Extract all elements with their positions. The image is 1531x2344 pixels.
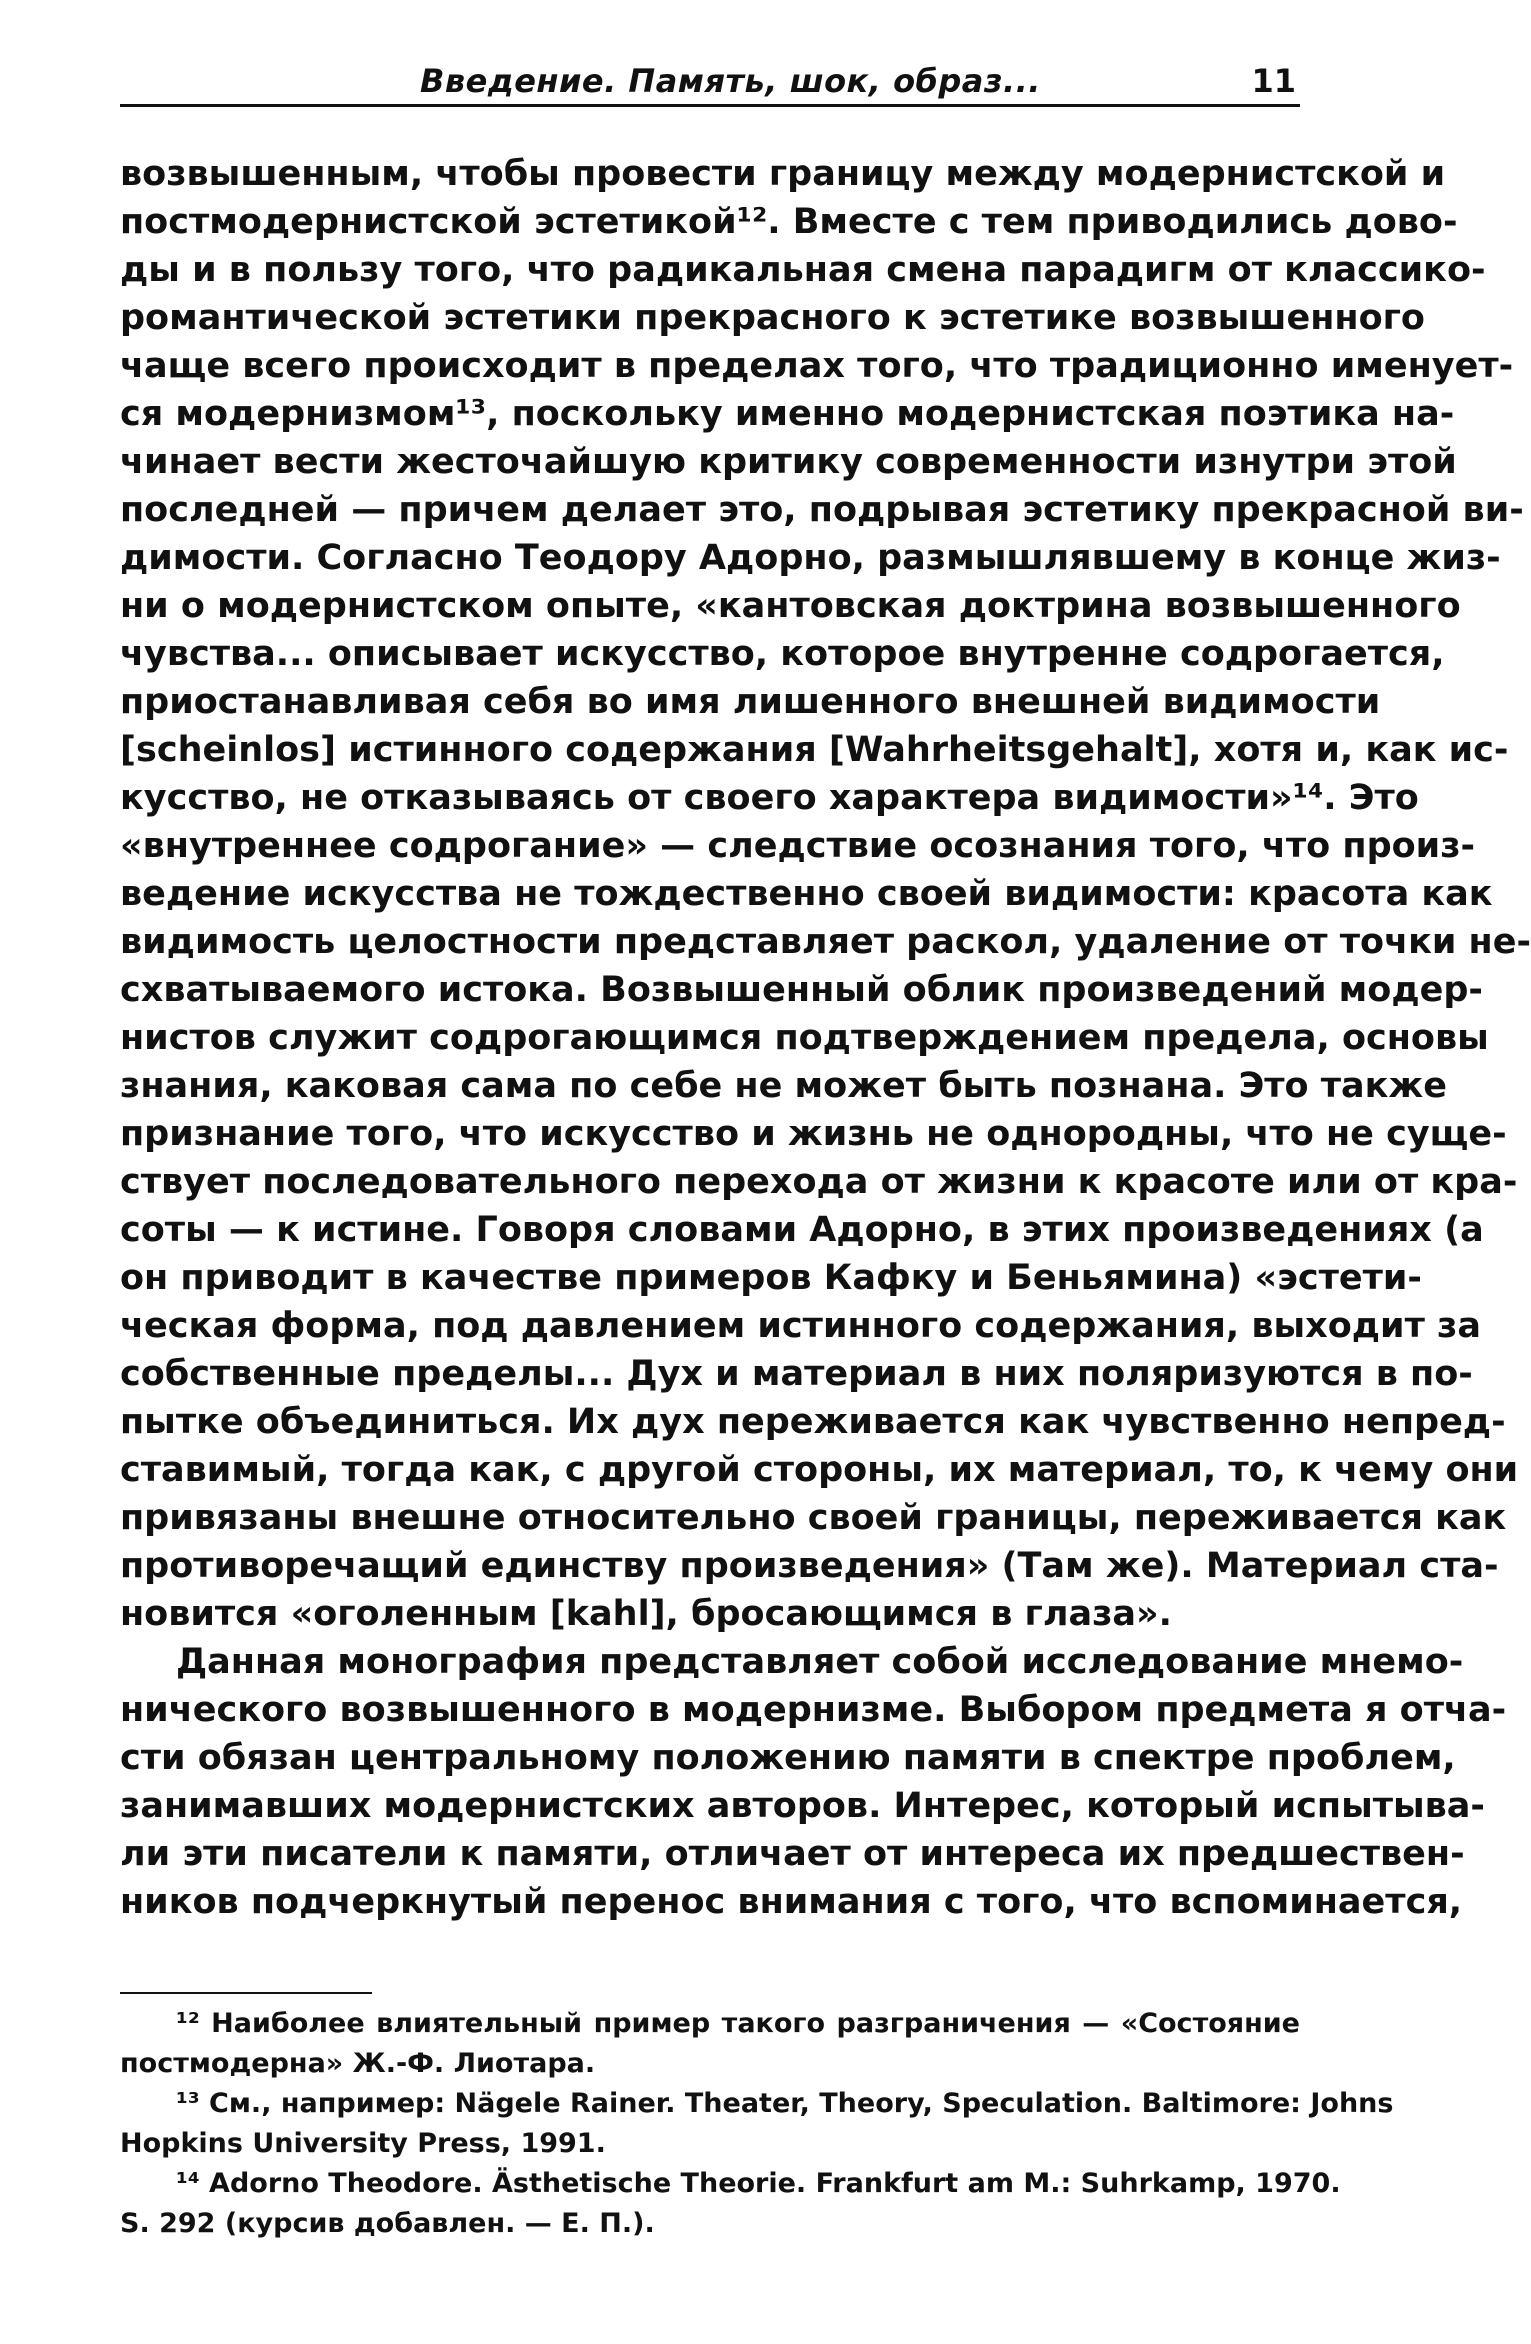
text-line: ведение искусства не тождественно своей видимости: красота как [120,874,1493,914]
text-line: схватываемого истока. Возвышенный облик произведений модер- [120,970,1483,1010]
text-line: нистов служит содрогающимся подтверждением предела, основы [120,1018,1489,1058]
footnote-line: ¹⁴ Adorno Theodore. Ästhetische Theorie. Frankfurt am M.: Suhrkamp, 1970. [176,2168,1341,2199]
text-line: нического возвышенного в модернизме. Выбором предмета я отча- [120,1690,1507,1730]
text-line: занимавших модернистских авторов. Интерес, который испытыва- [120,1786,1485,1826]
text-line: приостанавливая себя во имя лишенного внешней видимости [120,682,1381,722]
running-title: Введение. Память, шок, образ... [420,62,1041,100]
text-line: ся модернизмом¹³, поскольку именно модернистская поэтика на- [120,394,1455,434]
footnotes [120,2004,1394,2244]
footnote-line: Hopkins University Press, 1991. [120,2128,606,2159]
footnote-line: ¹² Наиболее влиятельный пример такого разграничения — «Состояние [176,2008,1300,2039]
text-line: [scheinlos] истинного содержания [Wahrheitsgehalt], хотя и, как ис- [120,730,1509,770]
text-line: возвышенным, чтобы провести границу между модернистской и [120,154,1446,194]
text-line: признание того, что искусство и жизнь не однородны, что не суще- [120,1114,1507,1154]
text-line: последней — причем делает это, подрывая эстетику прекрасной ви- [120,490,1524,530]
text-line: ников подчеркнутый перенос внимания с того, что вспоминается, [120,1882,1463,1922]
main-text [120,150,1531,1926]
footnote-line: постмодерна» Ж.-Ф. Лиотара. [120,2048,596,2079]
footnote-divider [120,1992,372,1994]
text-line: ствует последовательного перехода от жизни к красоте или от кра- [120,1162,1518,1202]
text-line: ставимый, тогда как, с другой стороны, их материал, то, к чему они [120,1450,1519,1490]
footnote-line: ¹³ См., например: Nägele Rainer. Theater, Theory, Speculation. Baltimore: Johns [176,2088,1394,2119]
text-line: соты — к истине. Говоря словами Адорно, в этих произведениях (а [120,1210,1484,1250]
text-line: кусство, не отказываясь от своего характера видимости»¹⁴. Это [120,778,1419,818]
text-line: сти обязан центральному положению памяти в спектре проблем, [120,1738,1456,1778]
text-line: пытке объединиться. Их дух переживается как чувственно непред- [120,1402,1506,1442]
text-line: знания, каковая сама по себе не может быть познана. Это также [120,1066,1447,1106]
running-header [120,56,1300,107]
text-line: ды и в пользу того, что радикальная смена парадигм от классико- [120,250,1486,290]
text-line: новится «оголенным [kahl], бросающимся в глаза». [120,1594,1172,1634]
footnote-line: S. 292 (курсив добавлен. — Е. П.). [120,2208,655,2239]
text-line: ли эти писатели к памяти, отличает от интереса их предшествен- [120,1834,1465,1874]
text-line: ческая форма, под давлением истинного содержания, выходит за [120,1306,1482,1346]
text-line: романтической эстетики прекрасного к эстетике возвышенного [120,298,1425,338]
text-line: чувства... описывает искусство, которое внутренне содрогается, [120,634,1445,674]
text-line: димости. Согласно Теодору Адорно, размышлявшему в конце жиз- [120,538,1501,578]
text-line: привязаны внешне относительно своей границы, переживается как [120,1498,1507,1538]
text-line: Данная монография представляет собой исследование мнемо- [176,1642,1464,1682]
text-line: собственные пределы... Дух и материал в них поляризуются в по- [120,1354,1473,1394]
page-number: 11 [1251,62,1296,100]
text-line: чинает вести жесточайшую критику современности изнутри этой [120,442,1457,482]
text-line: постмодернистской эстетикой¹². Вместе с тем приводились дово- [120,202,1458,242]
text-line: ни о модернистском опыте, «кантовская доктрина возвышенного [120,586,1461,626]
text-line: он приводит в качестве примеров Кафку и Беньямина) «эстети- [120,1258,1422,1298]
text-line: чаще всего происходит в пределах того, что традиционно именует- [120,346,1514,386]
text-line: видимость целостности представляет раскол, удаление от точки не- [120,922,1531,962]
text-line: противоречащий единству произведения» (Там же). Материал ста- [120,1546,1499,1586]
text-line: «внутреннее содрогание» — следствие осознания того, что произ- [120,826,1476,866]
